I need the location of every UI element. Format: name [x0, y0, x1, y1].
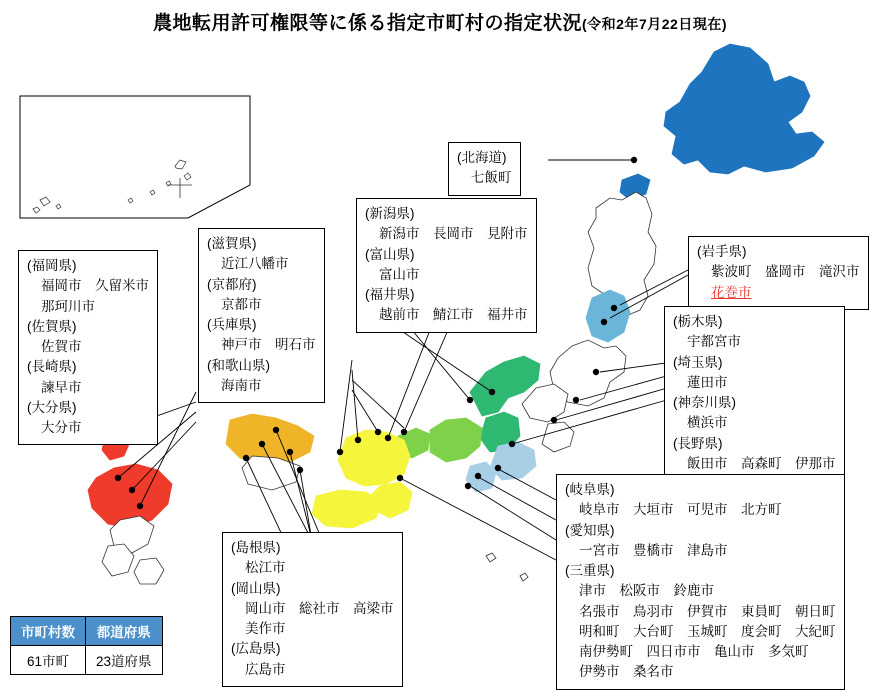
- summary-table: [10, 616, 163, 675]
- callout-pref: (兵庫県): [207, 317, 257, 332]
- callout-chubu: [356, 198, 537, 333]
- callout-pref: (長野県): [673, 435, 723, 451]
- callout-tokai: [556, 474, 845, 690]
- callout-cities: 伊勢市 桑名市: [579, 664, 674, 680]
- page-title-main: 農地転用許可権限等に係る指定市町村の指定状況: [153, 13, 583, 34]
- callout-cities: 南伊勢町 四日市市 亀山市 多気町: [579, 644, 809, 659]
- region-iwate: [586, 290, 630, 342]
- callout-kanto: [664, 306, 845, 481]
- callout-cities: 蓮田市: [687, 374, 728, 390]
- table-row: [11, 646, 163, 675]
- callout-pref: (北海道): [457, 150, 507, 165]
- callout-cities: 岡山市 総社市 高梁市: [245, 600, 394, 616]
- callout-cities: 富山市: [379, 266, 420, 282]
- callout-cities: 紫波町 盛岡市 滝沢市: [711, 264, 860, 280]
- callout-cities: 一宮市 豊橋市 津島市: [579, 542, 728, 558]
- page-title-sub: (令和2年7月22日現在): [582, 16, 727, 32]
- callout-pref: (愛知県): [565, 522, 615, 538]
- callout-cities: 岐阜市 大垣市 可児市 北方町: [579, 502, 782, 518]
- callout-kansai: [198, 228, 325, 403]
- callout-pref: (新潟県): [365, 206, 415, 221]
- callout-pref: (和歌山県): [207, 357, 270, 373]
- callout-pref: (三重県): [565, 563, 615, 578]
- callout-cities: 美作市: [245, 621, 286, 636]
- callout-cities: 明和町 大台町 玉城町 度会町 大紀町: [579, 623, 836, 639]
- callout-pref: (広島県): [231, 641, 281, 657]
- callout-pref: (埼玉県): [673, 354, 723, 370]
- value-municipality-count: 61市町: [11, 646, 86, 675]
- callout-iwate: [688, 236, 869, 310]
- okinawa-inset: [20, 96, 250, 218]
- callout-kyushu: [18, 250, 158, 445]
- callout-pref: (佐賀県): [27, 318, 77, 334]
- callout-cities: 越前市 鯖江市 福井市: [379, 307, 528, 323]
- region-hokkaido: [664, 44, 824, 174]
- callout-cities: 佐賀市: [41, 339, 82, 354]
- callout-cities: 宇都宮市: [687, 334, 741, 350]
- value-prefecture-count: 23道府県: [86, 646, 163, 675]
- callout-pref: (栃木県): [673, 314, 723, 329]
- callout-cities-highlight: 花巻市: [711, 284, 752, 300]
- table-header-row: [11, 617, 163, 646]
- callout-cities: 名張市 鳥羽市 伊賀市 東員町 朝日町: [579, 603, 836, 619]
- region-shikoku: [312, 490, 382, 528]
- callout-cities: 近江八幡市: [221, 256, 289, 272]
- callout-pref: (岩手県): [697, 244, 747, 259]
- callout-cities: 広島市: [245, 661, 286, 677]
- callout-pref: (滋賀県): [207, 236, 257, 251]
- callout-cities: 大分市: [41, 420, 82, 435]
- callout-cities: 神戸市 明石市: [221, 337, 316, 353]
- callout-pref: (京都府): [207, 276, 257, 292]
- callout-cities: 新潟市 長岡市 見附市: [379, 226, 528, 242]
- callout-cities: 七飯町: [471, 170, 512, 186]
- callout-pref: (大分県): [27, 399, 77, 415]
- callout-cities: 海南市: [221, 377, 262, 393]
- callout-pref: (島根県): [231, 540, 281, 555]
- callout-cities: 那珂川市: [41, 298, 95, 314]
- region-chugoku: [226, 414, 314, 464]
- callout-cities: 諫早市: [41, 379, 82, 395]
- callout-pref: (富山県): [365, 246, 415, 262]
- callout-pref: (福井県): [365, 287, 415, 302]
- header-prefecture-count: 都道府県: [86, 617, 163, 646]
- header-municipality-count: 市町村数: [11, 617, 86, 646]
- callout-pref: (福岡県): [27, 258, 77, 273]
- callout-pref: (長崎県): [27, 359, 77, 375]
- callout-pref: (岐阜県): [565, 482, 615, 497]
- callout-pref: (神奈川県): [673, 395, 736, 410]
- callout-cities: 京都市: [221, 296, 262, 312]
- callout-pref: (岡山県): [231, 580, 281, 596]
- callout-chugoku: [222, 532, 403, 687]
- callout-cities: 横浜市: [687, 415, 728, 431]
- callout-cities: 福岡市 久留米市: [41, 278, 149, 294]
- callout-hokkaido: [448, 142, 521, 196]
- callout-cities: 飯田市 高森町 伊那市: [687, 455, 836, 471]
- callout-cities: 松江市: [245, 560, 286, 576]
- callout-cities: 津市 松阪市 鈴鹿市: [579, 583, 714, 599]
- region-gifu: [430, 418, 482, 462]
